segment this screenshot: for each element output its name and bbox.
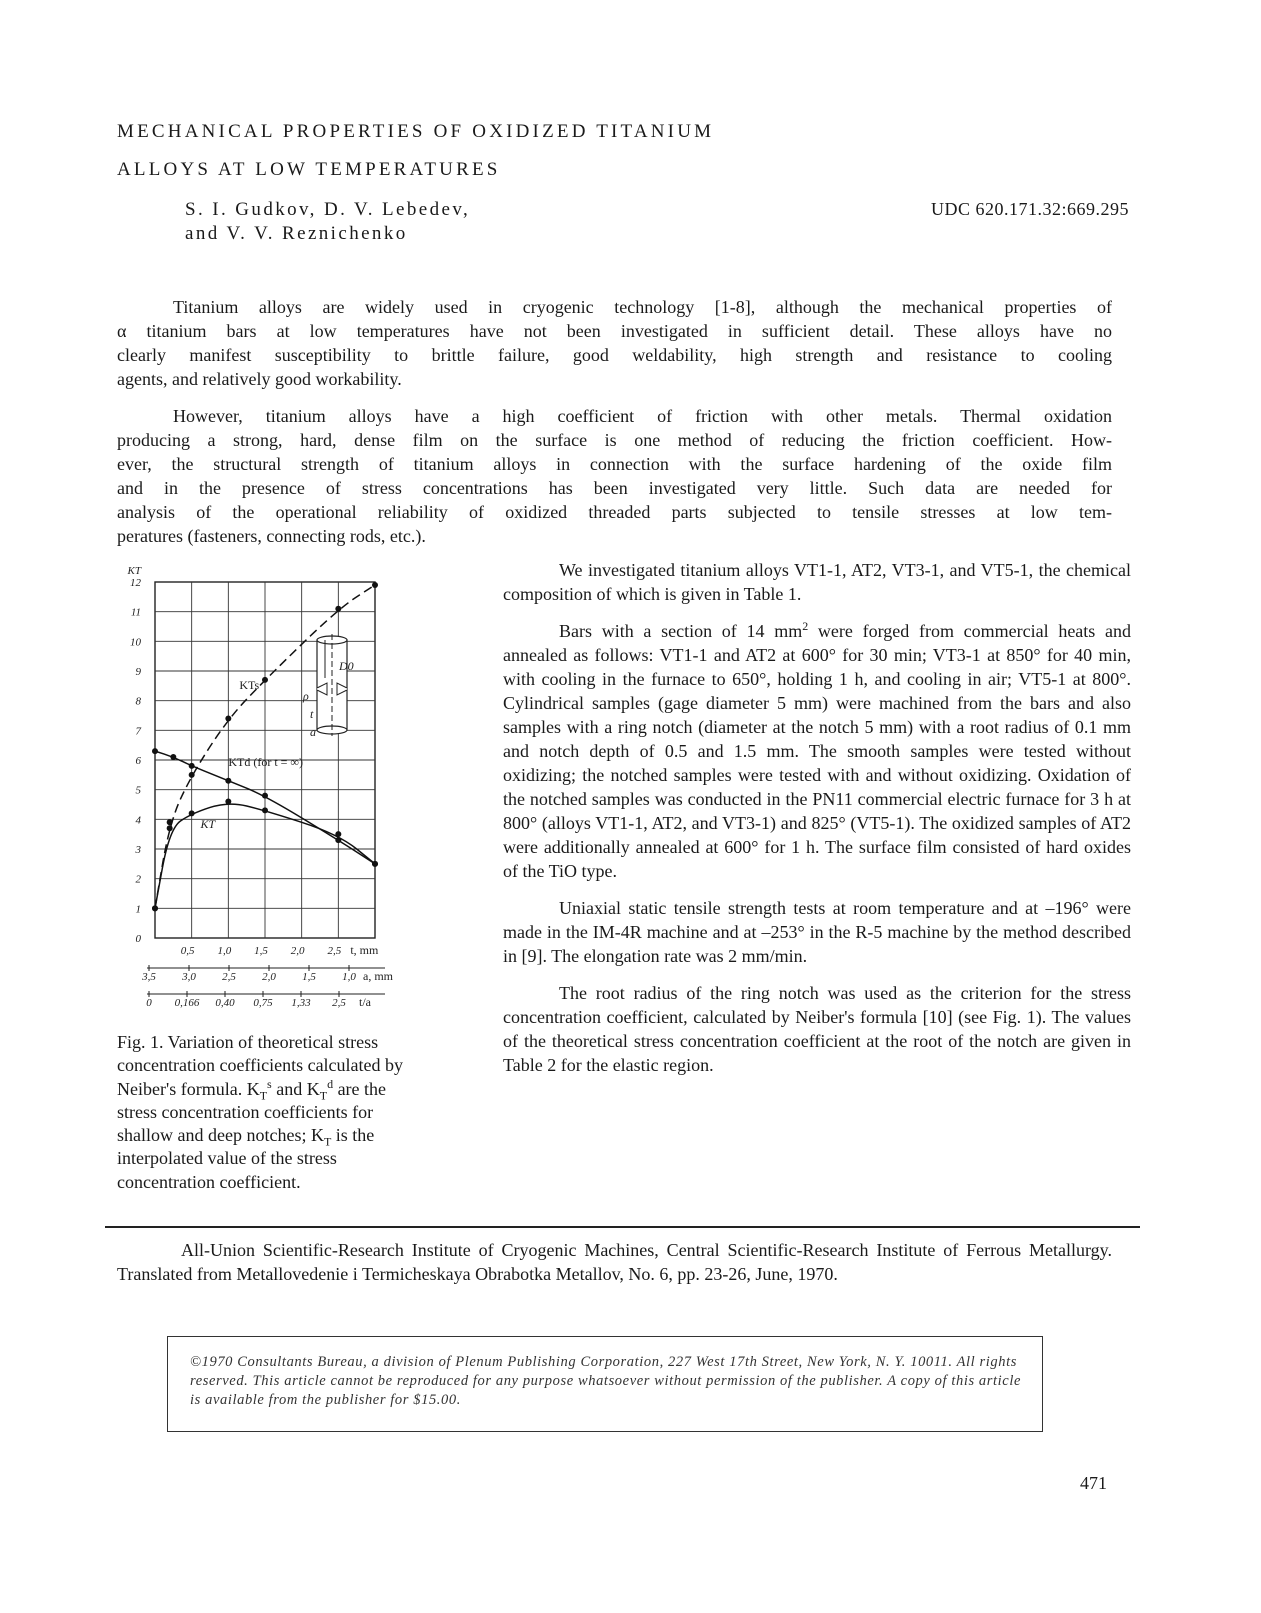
series-ktd-point: [152, 748, 158, 754]
series-ktd-point: [170, 754, 176, 760]
series-kts-point: [189, 772, 195, 778]
caption-text: are the stress concentration coefficients for shallow and deep notches; K: [117, 1078, 387, 1146]
series-kts-point: [225, 715, 231, 721]
body-paragraph: We investigated titanium alloys VT1-1, AT2, VT3-1, and VT5-1, the chemical composition of which is given in Table 1.: [503, 560, 1131, 604]
x-tick-label: 1,5: [254, 945, 268, 957]
caption-sub: T: [323, 1134, 332, 1149]
text-line: producing a strong, hard, dense film on the surface is one method of reducing the friction coefficient. How-: [117, 430, 1112, 450]
udc-code: UDC 620.171.32:669.295: [930, 199, 1129, 219]
label-a: a: [310, 725, 316, 739]
label-rho: ρ: [303, 689, 309, 703]
caption-text: and K: [271, 1078, 320, 1099]
x-tick-label-a: 3,0: [182, 971, 196, 983]
figure-caption: [117, 1031, 427, 1194]
series-kt-point: [262, 807, 268, 813]
x-tick-label-ta: 0: [146, 997, 152, 1009]
text-line: analysis of the operational reliability of oxidized threaded parts subjected to tensile stresses at low tem-: [117, 502, 1112, 522]
x-axis-label-ta: t/a: [359, 995, 371, 1009]
y-tick-label: 2: [135, 873, 141, 886]
series-kts-point: [262, 677, 268, 683]
series-kt-point: [167, 825, 173, 831]
series-kt-point: [189, 810, 195, 816]
series-ktd-point: [225, 778, 231, 784]
series-kts-point: [372, 582, 378, 588]
title-line-2: ALLOYS AT LOW TEMPERATURES: [117, 159, 501, 180]
y-tick-label: 6: [135, 755, 141, 767]
caption-k: K: [246, 1078, 260, 1099]
x-tick-label: 0,5: [180, 945, 195, 957]
text-line: ever, the structural strength of titanium alloys in connection with the surface hardening of the oxide film: [117, 454, 1112, 474]
title-line-1: MECHANICAL PROPERTIES OF OXIDIZED TITANIUM: [117, 121, 715, 142]
series-ktd-point: [262, 793, 268, 799]
intro-paragraph-2: [117, 404, 1112, 548]
chart-ticks: [127, 565, 394, 1009]
label-kts: KTs: [239, 677, 260, 692]
series-kt-point: [225, 799, 231, 805]
y-tick-label: 4: [135, 814, 141, 827]
page-number: 471: [1080, 1473, 1107, 1493]
body-text: Bars with a section of 14 mm: [559, 621, 803, 641]
notched-sample-sketch: [317, 634, 347, 736]
x-axis-label-t: t, mm: [350, 943, 379, 957]
text-line: agents, and relatively good workability.: [117, 369, 402, 389]
body-text: were forged from commercial heats and annealed as follows: VT1-1 and AT2 at 600° for 30 min; VT3-1 at 850° for 40 min, with cooling in the furnace to 650°, holding 1 h, and cooling in air; VT5-1 at 800°. Cylindrical samples (gage diameter 5 mm) were machined from the bars and also samples with a ring notch (diameter at the notch 5 mm) with a root radius of 0.1 mm and notch depth of 0.5 and 1.5 mm. The smooth samples were tested without oxidizing; the notched samples were tested with and without oxidizing. Oxidation of the notched samples was conducted in the PN11 commercial electric furnace for 3 h at 800° (alloys VT1-1, AT2, and VT3-1) and 825° (VT5-1). The oxidized samples of AT2 were additionally annealed at 600° for 1 h. The surface film consisted of hard oxides of the TiO type.: [503, 621, 1132, 881]
x-tick-label-ta: 0,75: [253, 997, 273, 1009]
caption-sup: s: [267, 1076, 272, 1091]
x-tick-label-a: 3,5: [142, 971, 156, 983]
x-tick-label-ta: 1,33: [291, 997, 311, 1009]
intro-paragraph-1: [117, 295, 1112, 391]
figure-1-chart: [117, 560, 407, 1030]
y-tick-label: 9: [135, 666, 141, 678]
x-tick-label: 1,0: [217, 945, 232, 957]
paper-title: [117, 113, 714, 189]
x-tick-label-ta: 0,166: [174, 997, 200, 1009]
copyright-notice: ©1970 Consultants Bureau, a division of Plenum Publishing Corporation, 227 West 17th Street, New York, N. Y. 10011. All rights reserved. This article cannot be reproduced for any purpose whatsoever without permission of the publisher. A copy of this article is available from the publisher for $15.00.: [167, 1336, 1043, 1432]
y-tick-label: 5: [135, 784, 141, 797]
x-tick-label-a: 1,5: [302, 971, 316, 983]
series-kt-point: [152, 905, 158, 911]
footnote-rule: [105, 1226, 1140, 1228]
label-t: t: [310, 707, 314, 721]
y-tick-label: 12: [130, 577, 141, 589]
caption-text: Fig. 1. Variation of theoretical stress concentration coefficients calculated by Neiber's formula.: [117, 1032, 404, 1099]
affiliation-footnote: All-Union Scientific-Research Institute of Cryogenic Machines, Central Scientific-Research Institute of Ferrous Metallurgy. Translated from Metallovedenie i Termicheskaya Obrabotka Metallov, No. 6, pp. 23-26, June, 1970.: [117, 1240, 1112, 1284]
text-line: peratures (fasteners, connecting rods, etc.).: [117, 526, 426, 546]
y-tick-label: 7: [135, 725, 141, 738]
text-line: and in the presence of stress concentrations has been investigated very little. Such data are needed for: [117, 478, 1112, 498]
text-line: However, titanium alloys have a high coefficient of friction with other metals. Thermal oxidation: [173, 406, 1112, 426]
series-kts-point: [335, 606, 341, 612]
text-line: α titanium bars at low temperatures have not been investigated in sufficient detail. These alloys have no: [117, 321, 1112, 341]
superscript: 2: [802, 619, 809, 633]
body-paragraph: Uniaxial static tensile strength tests at room temperature and at –196° were made in the IM-4R machine and at –253° in the R-5 machine by the method described in [9]. The elongation rate was 2 mm/min.: [503, 898, 1131, 966]
series-kts-point: [167, 819, 173, 825]
label-kt: KT: [200, 817, 216, 832]
author-line-1: S. I. Gudkov, D. V. Lebedev,: [185, 199, 471, 220]
body-paragraph: [503, 619, 1131, 883]
y-tick-label: 0: [135, 933, 141, 945]
caption-sub: T: [319, 1088, 328, 1103]
y-axis-label: KT: [127, 565, 141, 577]
author-list: [185, 198, 470, 246]
caption-sup: d: [327, 1076, 334, 1091]
y-tick-label: 11: [130, 606, 141, 619]
x-axis-label-a: a, mm: [363, 969, 393, 983]
label-d0: D0: [339, 659, 354, 673]
text-line: Titanium alloys are widely used in cryogenic technology [1-8], although the mechanical properties of: [173, 297, 1112, 317]
caption-text: is the interpolated value of the stress concentration coefficient.: [117, 1125, 375, 1192]
series-kt-point: [335, 831, 341, 837]
x-tick-label: 2,0: [290, 945, 305, 957]
y-tick-label: 3: [135, 844, 141, 856]
caption-kts: [246, 1076, 272, 1103]
x-tick-label-ta: 2,5: [332, 997, 346, 1009]
y-tick-label: 10: [130, 636, 141, 649]
x-tick-label-a: 1,0: [342, 971, 356, 983]
x-tick-label-ta: 0,40: [215, 997, 235, 1009]
x-tick-label-a: 2,5: [222, 971, 236, 983]
label-ktd: KTd (for t = ∞): [228, 754, 303, 769]
right-column: [503, 558, 1131, 1090]
body-paragraph: The root radius of the ring notch was used as the criterion for the stress concentration coefficient, calculated by Neiber's formula [10] (see Fig. 1). The values of the theoretical stress concentration coefficient at the root of the notch are given in Table 2 for the elastic region.: [503, 983, 1131, 1075]
series-ktd-point: [189, 763, 195, 769]
x-tick-label: 2,5: [327, 945, 342, 957]
series-kt-point: [372, 861, 378, 867]
caption-sub: T: [259, 1088, 268, 1103]
y-tick-label: 8: [135, 695, 141, 708]
y-tick-label: 1: [135, 903, 141, 916]
text-line: clearly manifest susceptibility to brittle failure, good weldability, high strength and resistance to cooling: [117, 345, 1112, 365]
author-line-2: and V. V. Reznichenko: [185, 223, 408, 244]
x-tick-label-a: 2,0: [262, 971, 276, 983]
